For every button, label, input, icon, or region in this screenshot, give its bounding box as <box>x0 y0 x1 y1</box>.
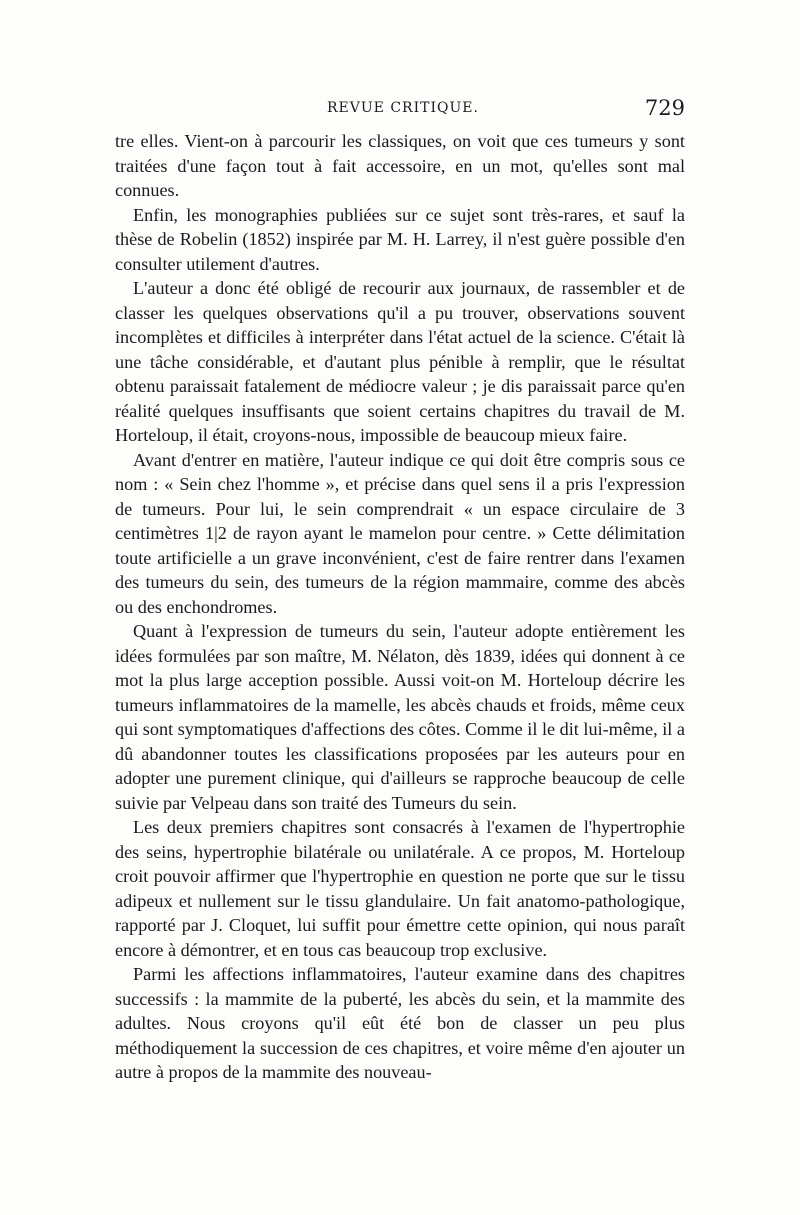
body-text <box>115 129 685 1085</box>
paragraph-deux-chapitres: Les deux premiers chapitres sont consacrés à l'examen de l'hypertrophie des seins, hypertrophie bilatérale ou unilatérale. A ce propos, M. Horteloup croit pouvoir affirmer que l'hypertrophie en question ne porte que sur le tissu adipeux et nullement sur le tissu glandulaire. Un fait anatomo-pathologique, rapporté par J. Cloquet, lui suffit pour émettre cette opinion, qui nous paraît encore à démontrer, et en tous cas beaucoup trop exclusive. <box>115 817 685 960</box>
page-header <box>115 96 685 126</box>
page-number: 729 <box>644 96 685 120</box>
running-head: REVUE CRITIQUE. <box>327 100 479 116</box>
paragraph-auteur-journaux: L'auteur a donc été obligé de recourir aux journaux, de rassembler et de classer les quelques observations qu'il a pu trouver, observations souvent incomplètes et difficiles à interpréter dans l'état actuel de la science. C'était là une tâche considérable, et d'autant plus pénible à remplir, que le résultat obtenu paraissait fatalement de médiocre valeur ; je dis paraissait parce qu'en réalité quelques insuffisants que soient certains chapitres du travail de M. Horteloup, il était, croyons-nous, impossible de beaucoup mieux faire. <box>115 278 685 445</box>
paragraph-avant-entrer: Avant d'entrer en matière, l'auteur indique ce qui doit être compris sous ce nom : « Sein chez l'homme », et précise dans quel sens il a pris l'expression de tumeurs. Pour lui, le sein comprendrait « un espace circulaire de 3 centimètres 1|2 de rayon ayant le mamelon pour centre. » Cette délimitation toute artificielle a un grave inconvénient, c'est de faire rentrer dans l'examen des tumeurs du sein, des tumeurs de la région mammaire, comme des abcès ou des enchondromes. <box>115 449 685 617</box>
paragraph-monographies: Enfin, les monographies publiées sur ce sujet sont très-rares, et sauf la thèse de Robelin (1852) inspirée par M. H. Larrey, il n'est guère possible d'en consulter utilement d'autres. <box>115 204 685 274</box>
paragraph-expression-tumeurs: Quant à l'expression de tumeurs du sein, l'auteur adopte entièrement les idées formulées par son maître, M. Nélaton, dès 1839, idées qui donnent à ce mot la plus large acception possible. Aussi voit-on M. Horteloup décrire les tumeurs inflammatoires de la mamelle, les abcès chauds et froids, même ceux qui sont symptomatiques d'affections des côtes. Comme il le dit lui-même, il a dû abandonner toutes les classifications proposées par les auteurs pour en adopter une purement clinique, qui d'ailleurs se rapproche beaucoup de celle suivie par Velpeau dans son traité des Tumeurs du sein. <box>115 621 685 813</box>
paragraph-continuation: tre elles. Vient-on à parcourir les classiques, on voit que ces tumeurs y sont traitées d'une façon tout à fait accessoire, en un mot, qu'elles sont mal connues. <box>115 131 685 200</box>
paragraph-affections-inflammatoires: Parmi les affections inflammatoires, l'auteur examine dans des chapitres successifs : la mammite de la puberté, les abcès du sein, et la mammite des adultes. Nous croyons qu'il eût été bon de classer un peu plus méthodiquement la succession de ces chapitres, et voire même d'en ajouter un autre à propos de la mammite des nouveau- <box>115 964 685 1082</box>
